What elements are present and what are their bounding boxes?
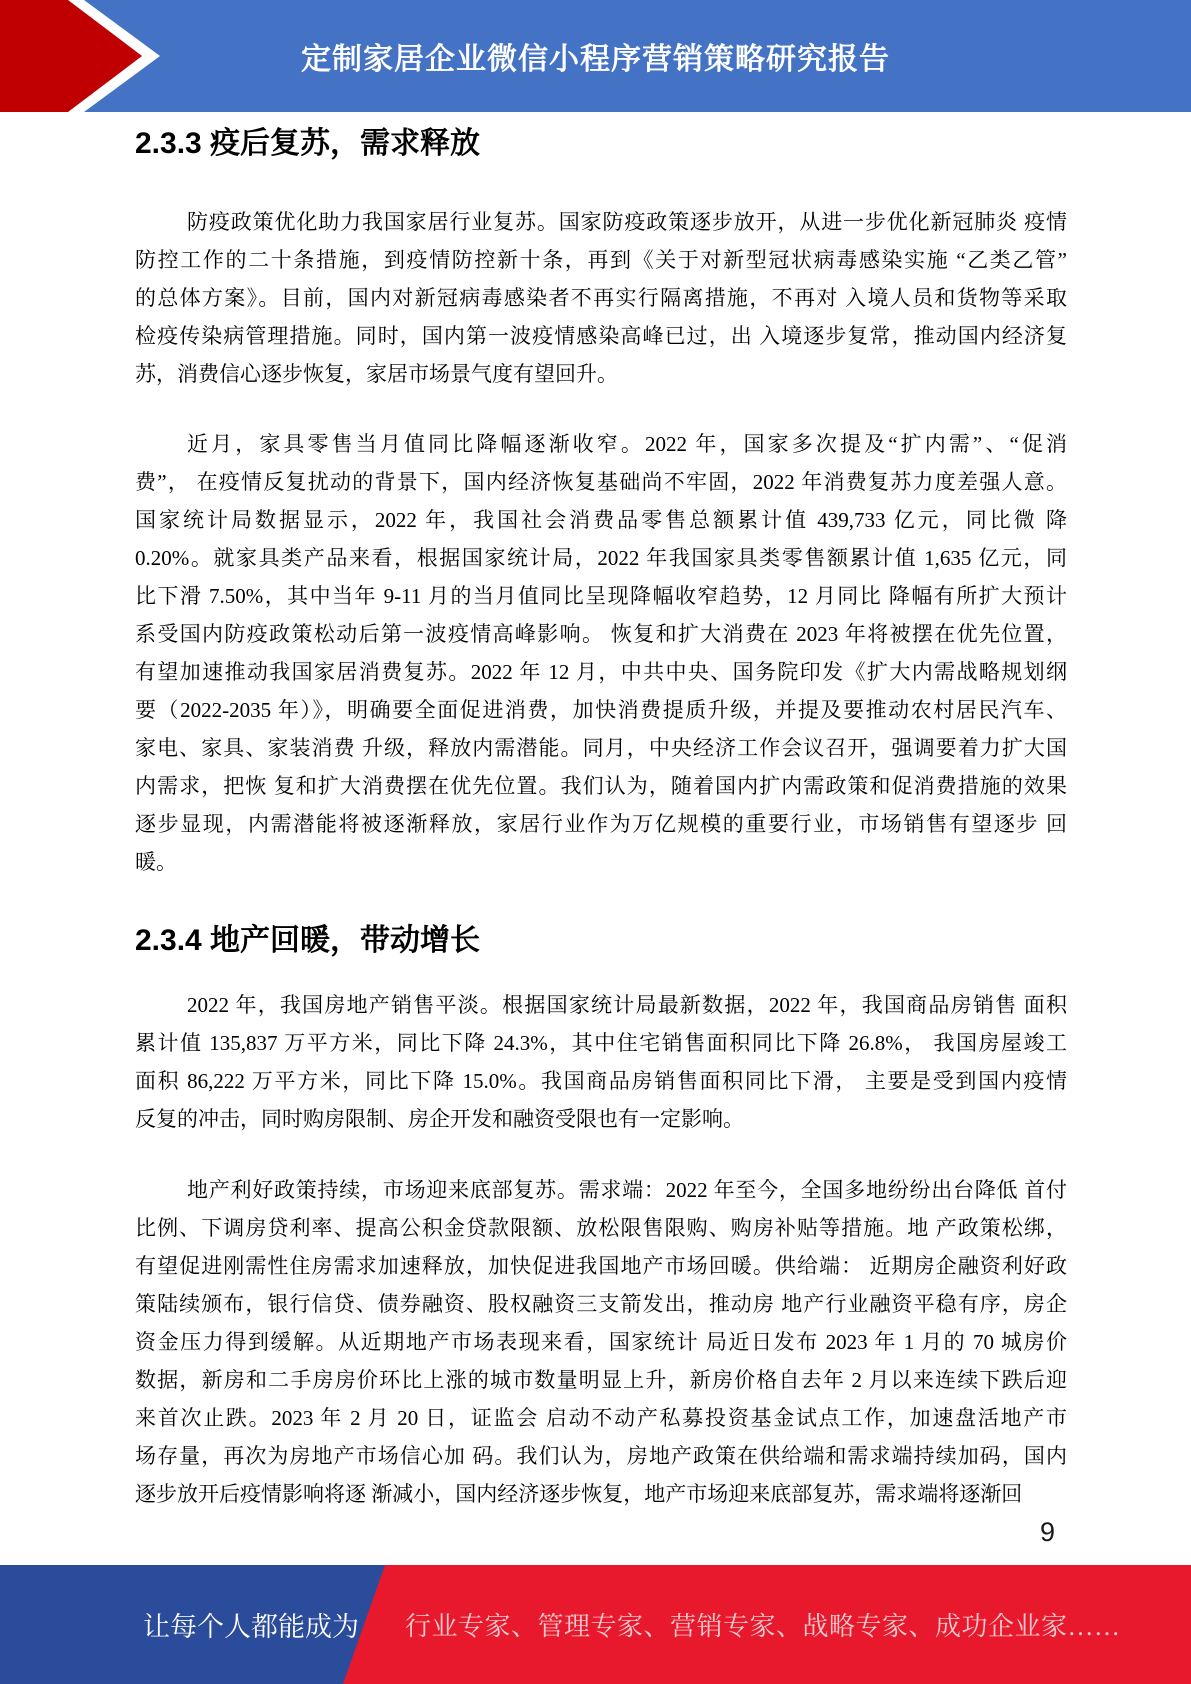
text-line: 策陆续颁布，银行信贷、债券融资、股权融资三支箭发出，推动房 地产行业融资平稳有序，房企 xyxy=(135,1292,1067,1316)
text-line: 防疫政策优化助力我国家居行业复苏。国家防疫政策逐步放开，从进一步优化新冠肺炎 疫情 xyxy=(187,210,1067,234)
text-line: 反复的冲击，同时购房限制、房企开发和融资受限也有一定影响。 xyxy=(135,1107,744,1131)
text-line: 的总体方案》。目前，国内对新冠病毒感染者不再实行隔离措施，不再对 入境人员和货物等采取 xyxy=(135,286,1067,310)
section-heading: 2.3.4 地产回暖，带动增长 xyxy=(135,924,481,957)
document-body xyxy=(135,0,1067,1513)
text-line: 来首次止跌。2023 年 2 月 20 日，证监会 启动不动产私募投资基金试点工作，加速盘活地产市 xyxy=(135,1406,1067,1430)
text-line: 检疫传染病管理措施。同时，国内第一波疫情感染高峰已过，出 入境逐步复常，推动国内经济复 xyxy=(135,324,1067,348)
footer-slogan-left: 让每个人都能成为 xyxy=(143,1612,359,1642)
text-line: 逐步放开后疫情影响将逐 渐减小，国内经济逐步恢复，地产市场迎来底部复苏，需求端将逐渐回 xyxy=(135,1482,1023,1506)
text-line: 要（2022-2035 年）》，明确要全面促进消费，加快消费提质升级，并提及要推动农村居民汽车、 xyxy=(135,698,1067,722)
text-line: 近月，家具零售当月值同比降幅逐渐收窄。2022 年，国家多次提及“扩内需”、“促消 xyxy=(187,432,1067,456)
text-line: 面积 86,222 万平方米，同比下降 15.0%。我国商品房销售面积同比下滑， 主要是受到国内疫情 xyxy=(135,1069,1067,1093)
text-line: 0.20%。就家具类产品来看，根据国家统计局，2022 年我国家具类零售额累计值 1,635 亿元，同 xyxy=(135,546,1067,570)
text-line: 内需求，把恢 复和扩大消费摆在优先位置。我们认为，随着国内扩内需政策和促消费措施的效果 xyxy=(135,774,1067,798)
text-line: 国家统计局数据显示，2022 年，我国社会消费品零售总额累计值 439,733 亿元，同比微 降 xyxy=(135,508,1067,532)
text-line: 场存量，再次为房地产市场信心加 码。我们认为，房地产政策在供给端和需求端持续加码，国内 xyxy=(135,1444,1067,1468)
section-heading: 2.3.3 疫后复苏，需求释放 xyxy=(135,127,481,160)
paragraph xyxy=(135,1171,1067,1513)
text-line: 比下滑 7.50%，其中当年 9-11 月的当月值同比呈现降幅收窄趋势，12 月同比 降幅有所扩大预计 xyxy=(135,584,1067,608)
text-line: 逐步显现，内需潜能将被逐渐释放，家居行业作为万亿规模的重要行业，市场销售有望逐步 回 xyxy=(135,812,1067,836)
text-line: 费”， 在疫情反复扰动的背景下，国内经济恢复基础尚不牢固，2022 年消费复苏力度差强人意。 xyxy=(135,470,1067,494)
text-line: 防控工作的二十条措施，到疫情防控新十条，再到《关于对新型冠状病毒感染实施 “乙类乙管” xyxy=(135,248,1067,272)
text-line: 苏，消费信心逐步恢复，家居市场景气度有望回升。 xyxy=(135,362,618,386)
footer-slogan-right: 行业专家、管理专家、营销专家、战略专家、成功企业家…… xyxy=(405,1612,1121,1641)
text-line: 地产利好政策持续，市场迎来底部复苏。需求端：2022 年至今，全国多地纷纷出台降低 首付 xyxy=(187,1178,1067,1202)
text-line: 暖。 xyxy=(135,850,177,874)
text-line: 有望加速推动我国家居消费复苏。2022 年 12 月，中共中央、国务院印发《扩大内需战略规划纲 xyxy=(135,660,1067,684)
text-line: 家电、家具、家装消费 升级，释放内需潜能。同月，中央经济工作会议召开，强调要着力扩大国 xyxy=(135,736,1067,760)
paragraph xyxy=(135,425,1067,881)
text-line: 2022 年，我国房地产销售平淡。根据国家统计局最新数据，2022 年，我国商品房销售 面积 xyxy=(187,993,1067,1017)
report-title: 定制家居企业微信小程序营销策略研究报告 xyxy=(301,43,890,76)
paragraph xyxy=(135,986,1067,1138)
text-line: 累计值 135,837 万平方米，同比下降 24.3%，其中住宅销售面积同比下降 26.8%， 我国房屋竣工 xyxy=(135,1031,1067,1055)
text-line: 比例、下调房贷利率、提高公积金贷款限额、放松限售限购、购房补贴等措施。地 产政策松绑， xyxy=(135,1216,1067,1240)
paragraph xyxy=(135,203,1067,393)
text-line: 有望促进刚需性住房需求加速释放，加快促进我国地产市场回暖。供给端： 近期房企融资利好政 xyxy=(135,1254,1067,1278)
page-footer xyxy=(0,1565,1191,1684)
text-line: 系受国内防疫政策松动后第一波疫情高峰影响。 恢复和扩大消费在 2023 年将被摆在优先位置， xyxy=(135,622,1067,646)
text-line: 资金压力得到缓解。从近期地产市场表现来看，国家统计 局近日发布 2023 年 1 月的 70 城房价 xyxy=(135,1330,1067,1354)
text-line: 数据，新房和二手房房价环比上涨的城市数量明显上升，新房价格自去年 2 月以来连续下跌后迎 xyxy=(135,1368,1067,1392)
page-number: 9 xyxy=(1039,1517,1055,1547)
